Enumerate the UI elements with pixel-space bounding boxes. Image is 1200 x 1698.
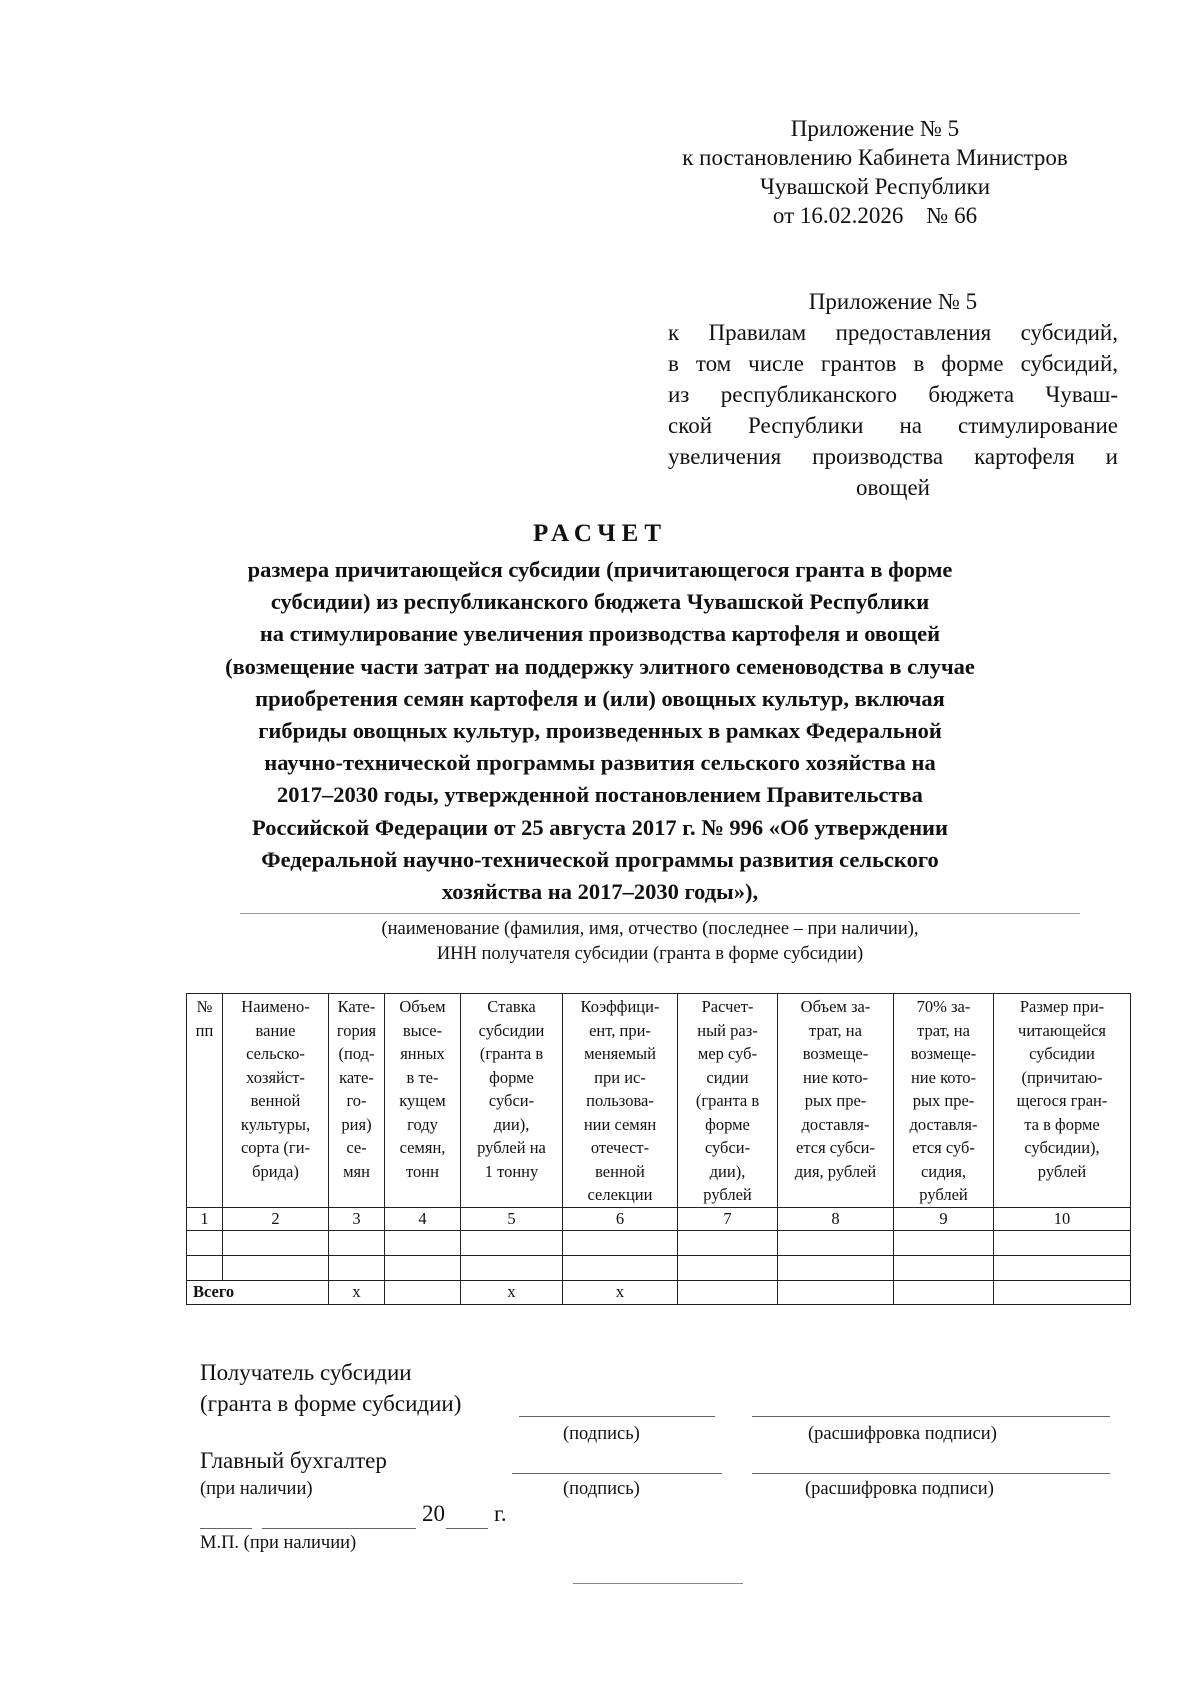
column-header-line: (причитаю- (1021, 1067, 1103, 1087)
column-header-line: ется субси- (796, 1138, 875, 1157)
column-header-line: дии), (709, 1161, 746, 1181)
column-header-line: брида) (252, 1161, 299, 1181)
column-header-line: ент, при- (589, 1020, 651, 1040)
table-cell[interactable] (894, 1255, 994, 1280)
total-cell[interactable] (385, 1280, 461, 1304)
column-header-line: янных (400, 1044, 445, 1063)
table-total-row (187, 1280, 1131, 1304)
table-cell[interactable] (563, 1255, 678, 1280)
column-number: 2 (223, 1207, 329, 1230)
column-header-line: возмеще- (802, 1044, 869, 1063)
column-header (385, 994, 461, 1208)
subtitle-line: Федеральной научно-технической программы развития сельского (261, 846, 939, 872)
table-cell[interactable] (223, 1230, 329, 1255)
column-header-line: Ставка (487, 997, 536, 1016)
column-header-line: рублей (703, 1185, 752, 1204)
column-header-line: субсидии), (1024, 1138, 1100, 1157)
column-header-line: форме (705, 1114, 750, 1134)
appendix-republic: Чувашской Республики (759, 174, 991, 199)
total-cell[interactable] (894, 1280, 994, 1304)
column-header (563, 994, 678, 1208)
column-header-line: субси- (704, 1138, 751, 1157)
column-header-line: отечест- (590, 1138, 650, 1157)
column-header-line: дии), (493, 1114, 530, 1134)
column-header-line: Объем (399, 997, 446, 1016)
column-header-line: ется суб- (912, 1138, 975, 1157)
column-header-line: венной (595, 1161, 645, 1181)
subtitle-line: научно-технической программы развития сельского хозяйства на (264, 750, 936, 776)
subtitle-line: хозяйства на 2017–2030 годы»), (441, 879, 759, 905)
column-header (678, 994, 778, 1208)
date-month-line[interactable] (262, 1528, 416, 1529)
caption-line: ИНН получателя субсидии (гранта в форме субсидии) (436, 944, 864, 964)
appendix-resolution (640, 114, 1110, 230)
subtitle-line: субсидии) из республиканского бюджета Чувашской Республики (270, 589, 930, 615)
date-day-line[interactable] (200, 1528, 252, 1529)
subtitle-line: 2017–2030 годы, утвержденной постановлением Правительства (277, 782, 923, 808)
column-header-line: рия) (341, 1114, 372, 1134)
date-year-suffix: г. (494, 1501, 507, 1526)
column-header-line: (гранта в (695, 1091, 760, 1110)
appendix-rules-line: увеличения производства картофеля и (668, 444, 1118, 469)
subtitle-line: Российской Федерации от 25 августа 2017 г. № 996 «Об утверждении (252, 814, 948, 840)
recipient-transcript-caption: (расшифровка подписи) (808, 1424, 997, 1444)
table-header-row (187, 994, 1131, 1208)
appendix-rules-line: в том числе грантов в форме субсидий, (668, 351, 1118, 376)
column-number: 3 (329, 1207, 385, 1230)
column-header-line: рублей (1037, 1161, 1087, 1181)
column-number: 8 (778, 1207, 894, 1230)
column-header-line: ный раз- (697, 1020, 758, 1040)
column-header-line: культуры, (240, 1114, 311, 1134)
table-cell[interactable] (678, 1255, 778, 1280)
total-cell[interactable] (994, 1280, 1131, 1304)
column-header-line: доставля- (909, 1114, 978, 1134)
column-header-line: ние кото- (802, 1067, 869, 1087)
total-cell[interactable] (778, 1280, 894, 1304)
calculation-table (186, 993, 1131, 1305)
table-cell[interactable] (187, 1230, 223, 1255)
appendix-rules-line: ской Республики на стимулирование (668, 413, 1118, 438)
table-row (187, 1230, 1131, 1255)
column-header-line: сорта (ги- (240, 1138, 311, 1157)
accountant-signature-line[interactable] (512, 1473, 722, 1474)
total-label: Всего (187, 1280, 329, 1304)
column-header-line: семян, (399, 1138, 446, 1157)
appendix-number: Приложение № 5 (790, 116, 960, 141)
table-cell[interactable] (461, 1230, 563, 1255)
column-header-line: кате- (339, 1067, 374, 1087)
column-number: 6 (563, 1207, 678, 1230)
column-header (461, 994, 563, 1208)
column-header-line: трат, на (809, 1020, 862, 1040)
subtitle-line: гибриды овощных культур, произведенных в рамках Федеральной (258, 718, 942, 744)
total-cell[interactable] (678, 1280, 778, 1304)
table-cell[interactable] (385, 1255, 461, 1280)
column-header-line: высе- (402, 1020, 443, 1040)
table-column-numbers-row (187, 1207, 1131, 1230)
column-header-line: в те- (406, 1067, 439, 1087)
column-header-line: возмеще- (910, 1044, 977, 1063)
recipient-name-line[interactable] (240, 913, 1080, 914)
column-header-line: пользова- (586, 1091, 654, 1110)
table-cell[interactable] (461, 1255, 563, 1280)
date-year-line[interactable] (446, 1528, 488, 1529)
column-header-line: субси- (488, 1091, 535, 1110)
total-cell: х (329, 1280, 385, 1304)
column-header-line: нии семян (583, 1114, 657, 1134)
column-header-line: Расчет- (701, 997, 754, 1016)
table-cell[interactable] (894, 1230, 994, 1255)
column-number: 9 (894, 1207, 994, 1230)
column-header-line: форме (489, 1067, 534, 1087)
subtitle-line: на стимулирование увеличения производства картофеля и овощей (259, 621, 941, 647)
column-number: 4 (385, 1207, 461, 1230)
column-header-line: тонн (406, 1161, 439, 1181)
appendix-rules (668, 286, 1118, 503)
column-header-line: рублей на (477, 1138, 546, 1157)
column-number: 5 (461, 1207, 563, 1230)
column-header (223, 994, 329, 1208)
accountant-transcript-caption: (расшифровка подписи) (805, 1479, 994, 1499)
appendix-rules-line: из республиканского бюджета Чуваш- (668, 382, 1118, 407)
subtitle-line: размера причитающейся субсидии (причитающегося гранта в форме (247, 557, 953, 582)
subtitle-line: (возмещение части затрат на поддержку элитного семеноводства в случае (225, 653, 975, 679)
column-header-line: вание (255, 1020, 296, 1040)
column-header-line: Кате- (337, 997, 376, 1016)
column-header-line: та в форме (1024, 1114, 1100, 1134)
recipient-transcript-line[interactable] (752, 1416, 1110, 1417)
column-header-line: кущем (399, 1091, 446, 1110)
column-header-line: венной (250, 1091, 301, 1110)
column-header-line: меняемый (584, 1044, 656, 1063)
column-header (778, 994, 894, 1208)
column-header-line: субсидии (478, 1020, 545, 1040)
total-cell: х (461, 1280, 563, 1304)
appendix-resolution-ref: к постановлению Кабинета Министров (682, 145, 1068, 170)
column-header-line: селекции (587, 1185, 653, 1204)
column-header-line: 1 тонну (484, 1161, 539, 1181)
column-header-line: при ис- (594, 1067, 646, 1087)
column-header-line: году (407, 1114, 438, 1134)
column-header-line: рых пре- (804, 1091, 867, 1110)
column-header-line: пп (195, 1020, 214, 1040)
column-number: 7 (678, 1207, 778, 1230)
column-header (994, 994, 1131, 1208)
accountant-transcript-line[interactable] (752, 1473, 1110, 1474)
recipient-label-2: (гранта в форме субсидии) (200, 1391, 462, 1416)
column-header-line: гория (336, 1020, 377, 1040)
column-header (894, 994, 994, 1208)
column-header (329, 994, 385, 1208)
recipient-caption (240, 917, 1060, 967)
column-header-line: трат, на (917, 1020, 970, 1040)
recipient-signature-caption: (подпись) (563, 1424, 640, 1444)
table-cell[interactable] (994, 1230, 1131, 1255)
table-row (187, 1255, 1131, 1280)
column-header-line: сельско- (246, 1044, 305, 1063)
column-header-line: дия, рублей (794, 1161, 877, 1181)
column-header-line: хозяйст- (246, 1067, 305, 1087)
accountant-label-1: Главный бухгалтер (200, 1448, 387, 1473)
column-header-line: Коэффици- (580, 997, 660, 1016)
table-cell[interactable] (678, 1230, 778, 1255)
appendix-date: от 16.02.2026 № 66 (772, 203, 978, 228)
date-year-prefix: 20 (422, 1501, 445, 1526)
column-header-line: го- (346, 1091, 367, 1110)
appendix-rules-line: овощей (856, 475, 930, 500)
column-header-line: мян (343, 1161, 370, 1181)
column-header-line: рых пре- (912, 1091, 975, 1110)
caption-line: (наименование (фамилия, имя, отчество (последнее – при наличии), (381, 919, 919, 939)
column-header-line: (под- (338, 1044, 375, 1063)
column-header-line: сидия, (920, 1161, 967, 1181)
table-cell[interactable] (994, 1255, 1131, 1280)
column-header-line: доставля- (801, 1114, 870, 1134)
column-number: 10 (994, 1207, 1131, 1230)
document-title: РАСЧЕТ (532, 520, 667, 547)
column-header-line: ние кото- (910, 1067, 977, 1087)
recipient-signature-line[interactable] (519, 1416, 715, 1417)
table-cell[interactable] (223, 1255, 329, 1280)
column-header-line: Объем за- (800, 997, 871, 1016)
document-subtitle (150, 554, 1050, 908)
table-cell[interactable] (329, 1230, 385, 1255)
column-header-line: сидии (706, 1067, 749, 1087)
column-header-line: Размер при- (1019, 997, 1105, 1016)
column-header-line: 70% за- (916, 997, 971, 1016)
column-header-line: № (196, 997, 213, 1016)
table-cell[interactable] (329, 1255, 385, 1280)
recipient-label-1: Получатель субсидии (200, 1360, 412, 1385)
table-cell[interactable] (385, 1230, 461, 1255)
column-header-line: читающейся (1018, 1020, 1106, 1040)
column-header-line: щегося гран- (1016, 1091, 1108, 1110)
column-header-line: (гранта в (479, 1044, 544, 1063)
table-cell[interactable] (778, 1230, 894, 1255)
column-header-line: се- (346, 1138, 367, 1157)
subtitle-line: приобретения семян картофеля и (или) овощных культур, включая (255, 685, 945, 711)
appendix-rules-line: к Правилам предоставления субсидий, (668, 320, 1118, 345)
total-cell: х (563, 1280, 678, 1304)
column-header-line: мер суб- (697, 1044, 758, 1063)
table-cell[interactable] (187, 1255, 223, 1280)
column-header-line: субсидии (1029, 1044, 1095, 1063)
column-header (187, 994, 223, 1208)
accountant-signature-caption: (подпись) (563, 1479, 640, 1499)
column-number: 1 (187, 1207, 223, 1230)
table-cell[interactable] (563, 1230, 678, 1255)
appendix-rules-number: Приложение № 5 (808, 289, 978, 314)
table-cell[interactable] (778, 1255, 894, 1280)
accountant-label-2: (при наличии) (200, 1479, 313, 1499)
column-header-line: Наимено- (241, 997, 310, 1016)
column-header-line: рублей (919, 1185, 968, 1204)
stamp-label: М.П. (при наличии) (200, 1533, 357, 1553)
footer-line (573, 1583, 743, 1584)
